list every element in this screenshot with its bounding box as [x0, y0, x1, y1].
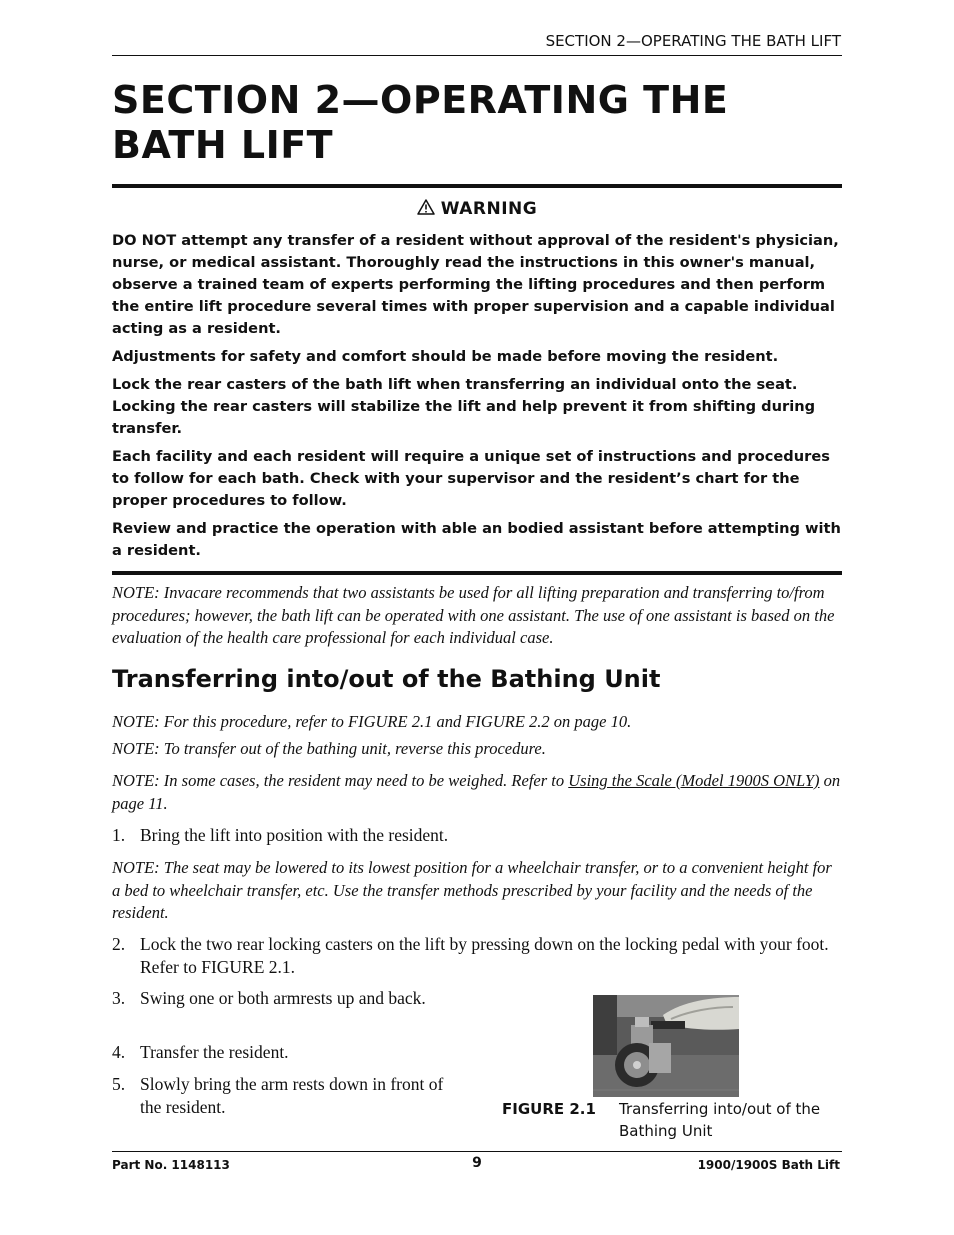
list-item — [112, 987, 452, 1010]
figure-caption-text: Transferring into/out of the Bathing Unit — [619, 1100, 821, 1140]
note-weigh — [112, 770, 842, 815]
step-text: Transfer the resident. — [140, 1042, 289, 1062]
note-weigh-before: NOTE: In some cases, the resident may need to be weighed. Refer to — [112, 771, 569, 790]
note-seat: NOTE: The seat may be lowered to its lowest position for a wheelchair transfer, or to a convenient height for a bed to wheelchair transfer, etc. Use the transfer methods prescribed by your facility and the needs of the resident. — [112, 858, 832, 922]
running-head: SECTION 2—OPERATING THE BATH LIFT — [545, 32, 841, 50]
footer-part-number: Part No. 1148113 — [112, 1158, 230, 1172]
step-number: 3. — [112, 988, 126, 1008]
warning-body — [112, 230, 842, 568]
warning-paragraph: Lock the rear casters of the bath lift when transferring an individual onto the seat. Locking the rear casters will stabilize the lift and help prevent it from shifting during transfer. — [112, 376, 816, 437]
header-rule — [112, 55, 842, 56]
list-item — [112, 824, 842, 847]
step-number: 5. — [112, 1074, 126, 1094]
step-text: Swing one or both armrests up and back. — [140, 988, 426, 1008]
step-number: 4. — [112, 1042, 126, 1062]
note-weigh-after: on page 11. — [112, 771, 841, 813]
step-text: Lock the two rear locking casters on the lift by pressing down on the locking pedal with your foot. Refer to FIGURE 2.1. — [140, 934, 829, 977]
warning-paragraph: Each facility and each resident will require a unique set of instructions and procedures to follow for each bath. Check with your supervisor and the resident’s chart for the proper procedures to follow. — [112, 448, 830, 509]
figure-photo-caster — [593, 995, 739, 1097]
page-title-line-2: BATH LIFT — [112, 123, 334, 167]
figure-label: FIGURE 2.1 — [502, 1100, 596, 1118]
warning-triangle-icon — [417, 199, 435, 215]
step-number: 2. — [112, 934, 126, 954]
footer-rule — [112, 1151, 842, 1152]
warning-paragraph: DO NOT attempt any transfer of a resident without approval of the resident's physician, nurse, or medical assistant. Thoroughly read the instructions in this owner's manual, observe a trained team of experts performing the lifting procedures and then perform the entire lift procedure several times with proper supervision and a capable individual acting as a resident. — [112, 232, 839, 337]
warning-heading — [112, 199, 842, 219]
warning-paragraph: Adjustments for safety and comfort should be made before moving the resident. — [112, 348, 779, 365]
warning-heading-text: WARNING — [440, 199, 538, 219]
step-text: Slowly bring the arm rests down in front of the resident. — [140, 1074, 444, 1117]
step-number: 1. — [112, 825, 126, 845]
warning-box — [112, 184, 842, 575]
note-assistants: NOTE: Invacare recommends that two assistants be used for all lifting preparation and transferring to/from procedures; however, the bath lift can be operated with one assistant. The use of one assistant is based on the evaluation of the health care professional for each individual case. — [112, 583, 835, 647]
scale-section-link[interactable]: Using the Scale (Model 1900S ONLY) — [568, 771, 820, 790]
step-text: Bring the lift into position with the resident. — [140, 825, 449, 845]
page-title-line-1: SECTION 2—OPERATING THE — [112, 78, 729, 122]
list-item — [112, 933, 842, 978]
note-reverse: NOTE: To transfer out of the bathing unit, reverse this procedure. — [112, 739, 546, 758]
footer-product-name: 1900/1900S Bath Lift — [697, 1158, 840, 1172]
warning-paragraph: Review and practice the operation with able an bodied assistant before attempting with a resident. — [112, 520, 841, 559]
note-figures: NOTE: For this procedure, refer to FIGURE 2.1 and FIGURE 2.2 on page 10. — [112, 712, 632, 731]
list-item — [112, 1041, 452, 1064]
list-item — [112, 1073, 452, 1118]
page-title — [112, 78, 842, 168]
section-heading: Transferring into/out of the Bathing Unit — [112, 665, 661, 693]
footer-page-number: 9 — [472, 1155, 482, 1171]
